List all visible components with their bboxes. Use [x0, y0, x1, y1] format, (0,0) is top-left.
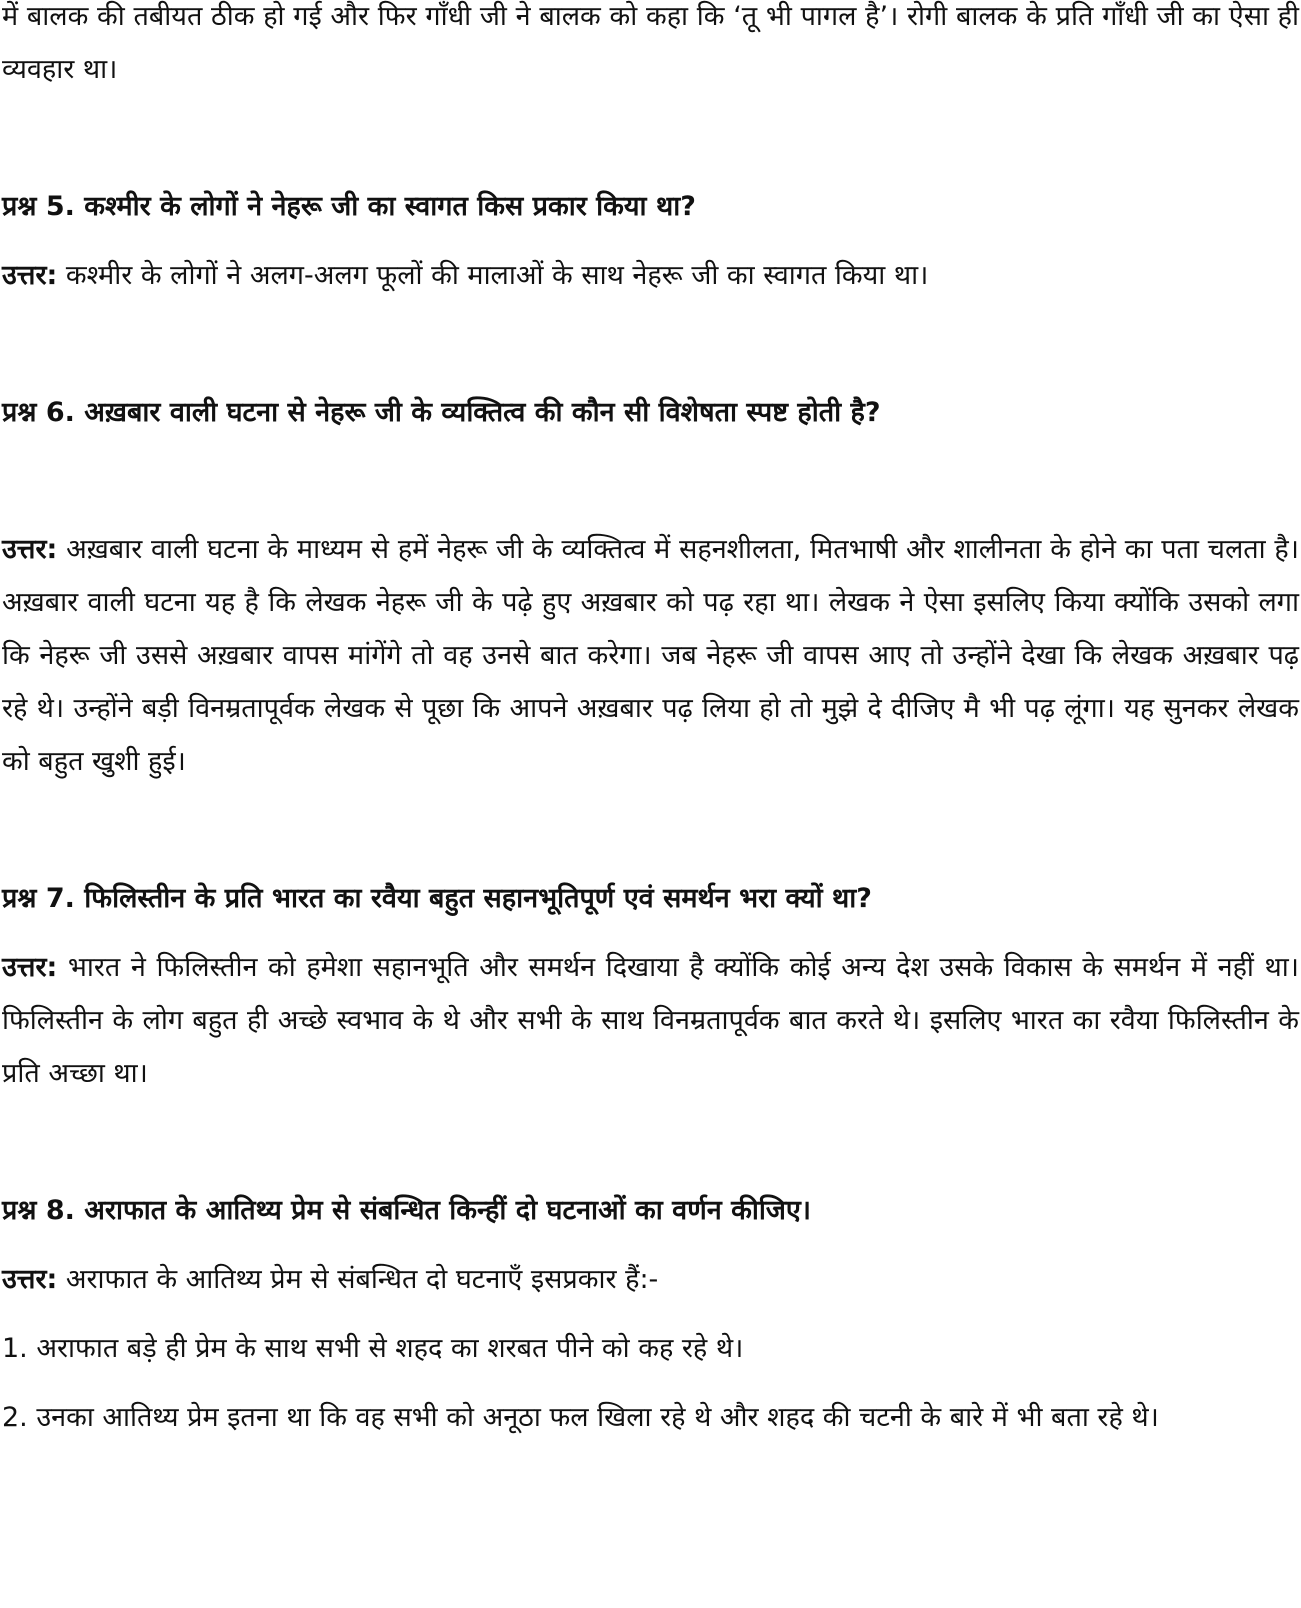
spacer	[2, 925, 1299, 941]
spacer	[2, 302, 1299, 386]
answer-7	[2, 941, 1299, 1100]
spacer	[2, 1100, 1299, 1184]
answer-8-text: अराफात के आतिथ्य प्रेम से संबन्धित दो घटनाएँ इसप्रकार हैं:-	[57, 1264, 659, 1295]
answer-8-point-2: 2. उनका आतिथ्य प्रेम इतना था कि वह सभी को अनूठा फल खिला रहे थे और शहद की चटनी के बारे में भी बता रहे थे।	[2, 1402, 1159, 1433]
spacer	[2, 439, 1299, 523]
spacer	[2, 1375, 1299, 1391]
answer-label: उत्तर:	[2, 534, 58, 565]
answer-5-text: कश्मीर के लोगों ने अलग-अलग फूलों की मालाओं के साथ नेहरू जी का स्वागत किया था।	[57, 260, 929, 291]
question-6: प्रश्न 6. अख़बार वाली घटना से नेहरू जी के व्यक्तित्व की कौन सी विशेषता स्पष्ट होती है?	[2, 397, 881, 428]
question-5: प्रश्न 5. कश्मीर के लोगों ने नेहरू जी का स्वागत किस प्रकार किया था?	[2, 191, 696, 222]
spacer	[2, 1237, 1299, 1253]
answer-6	[2, 523, 1299, 788]
answer-8	[2, 1253, 1299, 1306]
answer-8-point-1: 1. अराफात बड़े ही प्रेम के साथ सभी से शहद का शरबत पीने को कह रहे थे।	[2, 1333, 744, 1364]
answer-label: उत्तर:	[2, 952, 58, 983]
answer-7-text: भारत ने फिलिस्तीन को हमेशा सहानभूति और समर्थन दिखाया है क्योंकि कोई अन्य देश उसके विकास के समर्थन में नहीं था। फिलिस्तीन के लोग बहुत ही अच्छे स्वभाव के थे और सभी के साथ विनम्रतापूर्वक बात करते थे। इसलिए भारत का रवैया फिलिस्तीन के प्रति अच्छा था।	[2, 952, 1299, 1089]
answer-6-text: अख़बार वाली घटना के माध्यम से हमें नेहरू जी के व्यक्तित्व में सहनशीलता, मितभाषी और शालीनता के होने का पता चलता है। अख़बार वाली घटना यह है कि लेखक नेहरू जी के पढ़े हुए अख़बार को पढ़ रहा था। लेखक ने ऐसा इसलिए किया क्योंकि उसको लगा कि नेहरू जी उससे अख़बार वापस मांगेंगे तो वह उनसे बात करेगा। जब नेहरू जी वापस आए तो उन्होंने देखा कि लेखक अख़बार पढ़ रहे थे। उन्होंने बड़ी विनम्रतापूर्वक लेखक से पूछा कि आपने अख़बार पढ़ लिया हो तो मुझे दे दीजिए मै भी पढ़ लूंगा। यह सुनकर लेखक को बहुत खुशी हुई।	[2, 534, 1299, 777]
answer-5	[2, 249, 1299, 302]
spacer	[2, 233, 1299, 249]
intro-paragraph: में बालक की तबीयत ठीक हो गई और फिर गाँधी जी ने बालक को कहा कि ‘तू भी पागल है’। रोगी बालक के प्रति गाँधी जी का ऐसा ही व्यवहार था।	[2, 1, 1299, 85]
question-8: प्रश्न 8. अराफात के आतिथ्य प्रेम से संबन्धित किन्हीं दो घटनाओं का वर्णन कीजिए।	[2, 1195, 812, 1226]
question-7: प्रश्न 7. फिलिस्तीन के प्रति भारत का रवैया बहुत सहानभूतिपूर्ण एवं समर्थन भरा क्यों था?	[2, 883, 872, 914]
spacer	[2, 1306, 1299, 1322]
spacer	[2, 788, 1299, 872]
answer-label: उत्तर:	[2, 1264, 58, 1295]
answer-label: उत्तर:	[2, 260, 58, 291]
spacer	[2, 96, 1299, 180]
